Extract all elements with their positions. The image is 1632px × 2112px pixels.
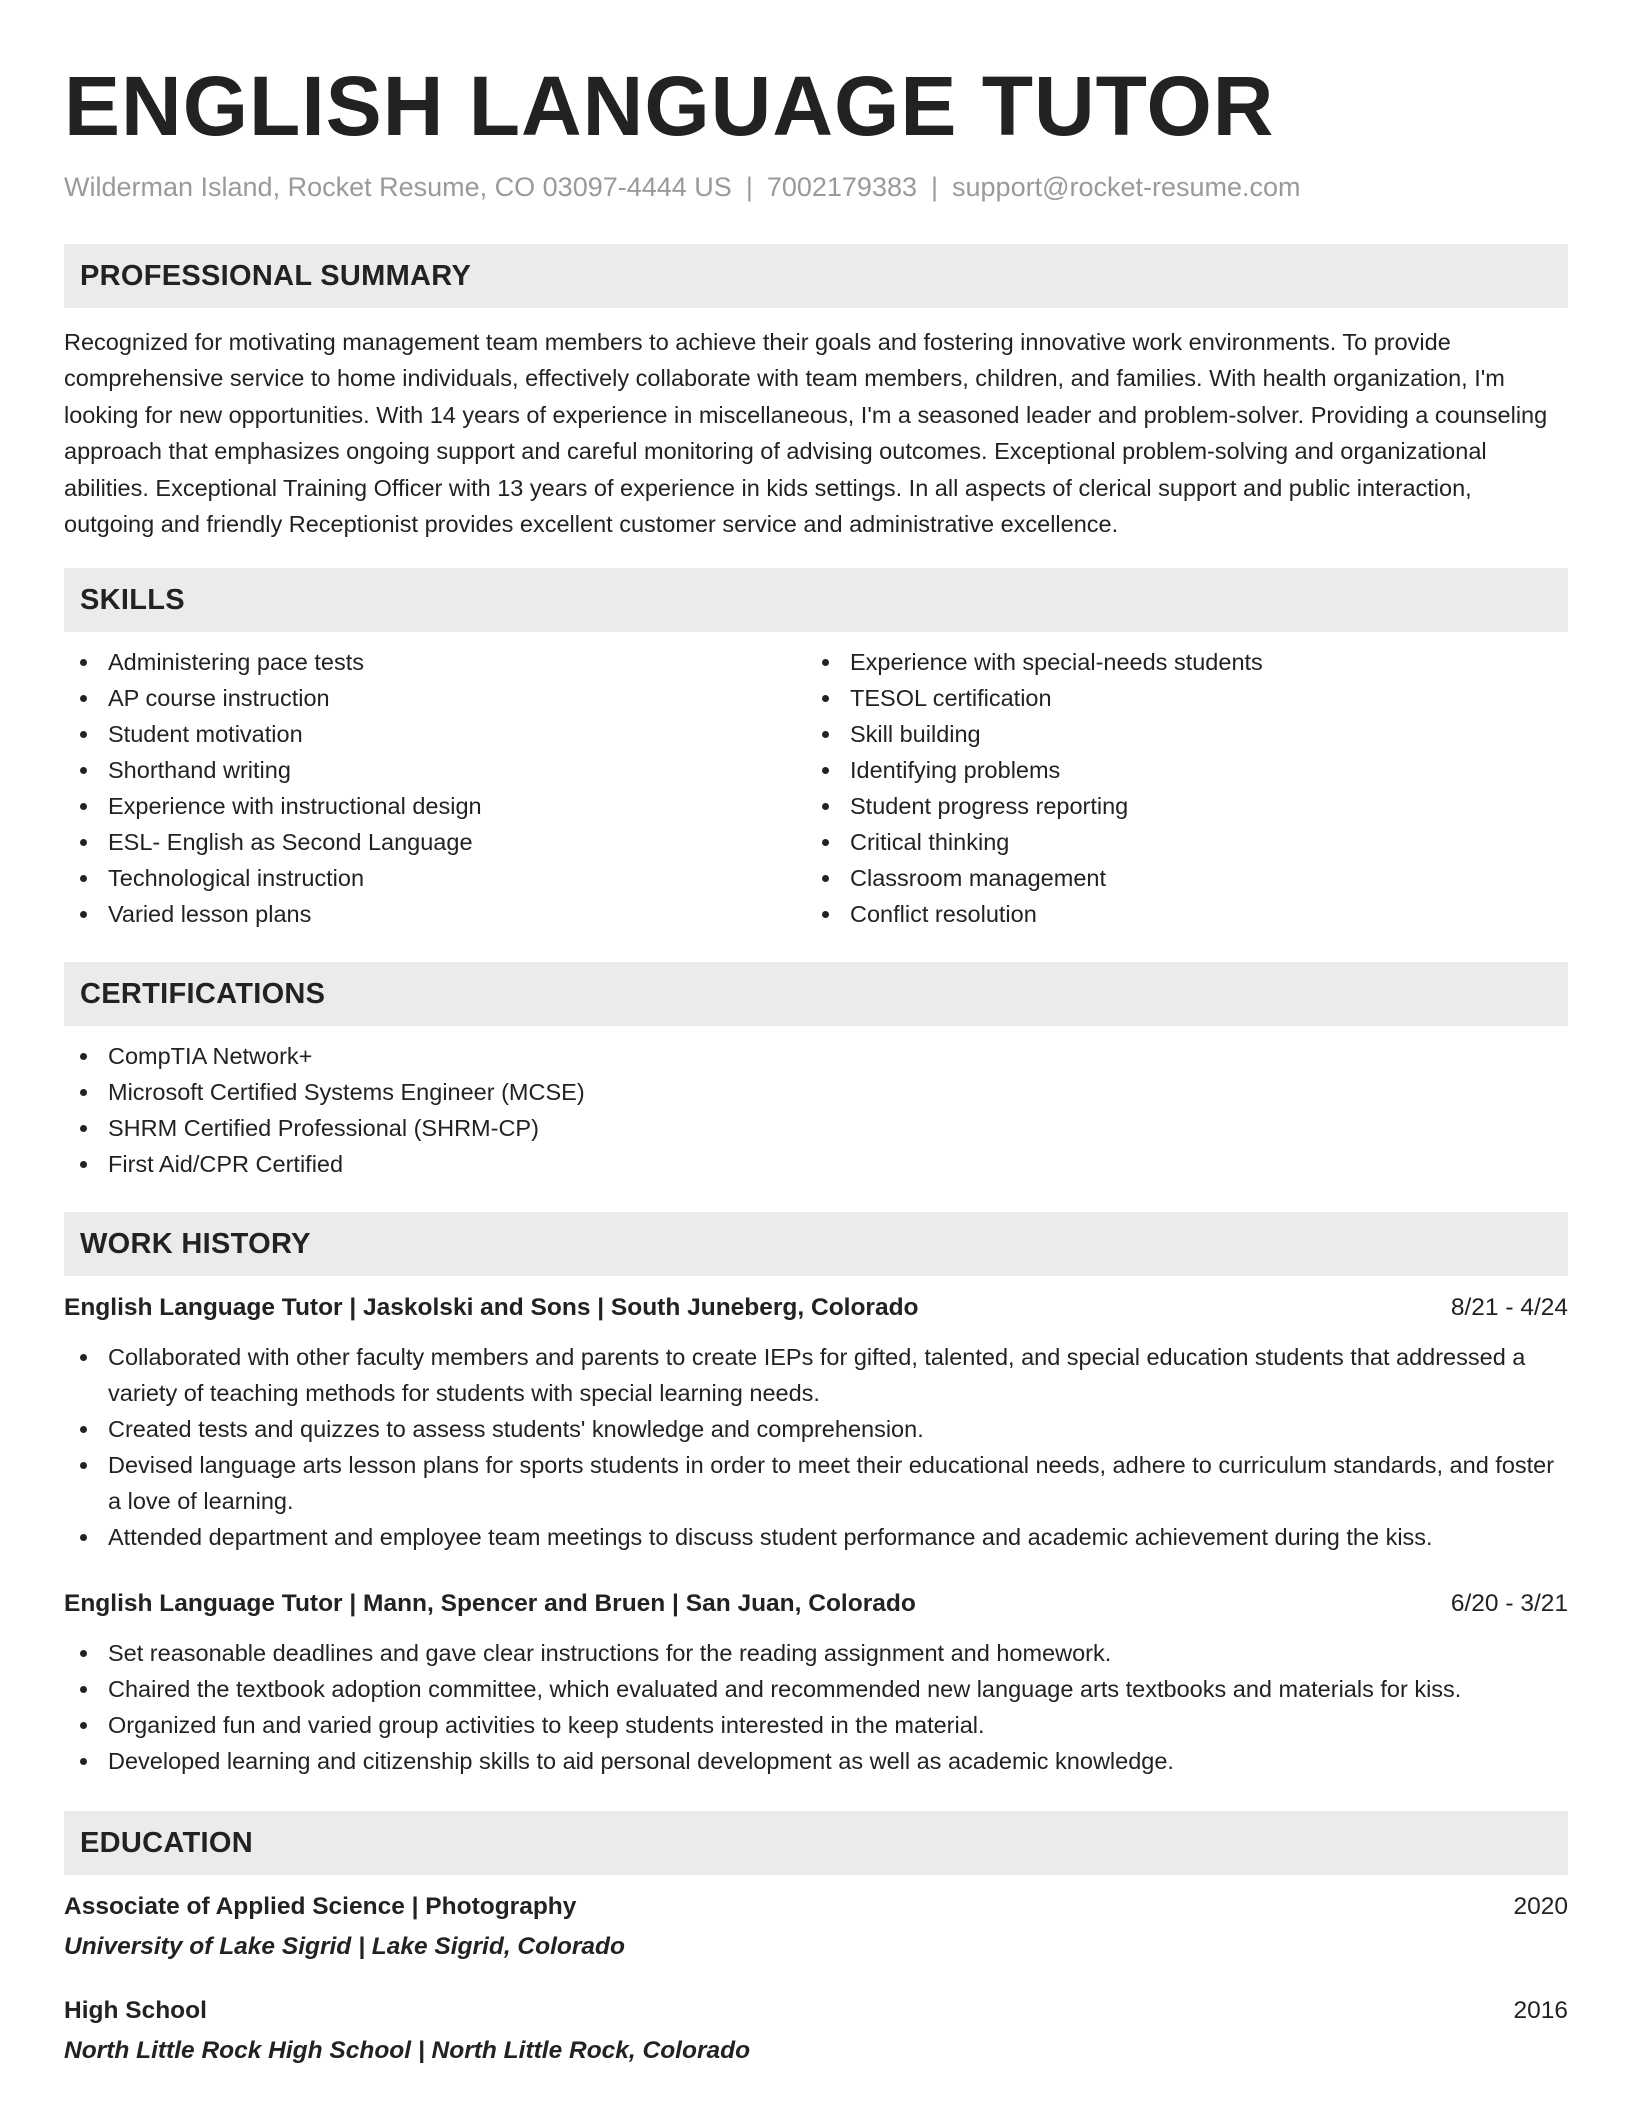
skill-item: Varied lesson plans bbox=[64, 896, 806, 932]
job-bullets bbox=[64, 1635, 1568, 1779]
certification-item: SHRM Certified Professional (SHRM-CP) bbox=[64, 1110, 1568, 1146]
contact-phone: 7002179383 bbox=[766, 172, 917, 202]
job-bullet: Chaired the textbook adoption committee, which evaluated and recommended new language arts textbooks and materials for kiss. bbox=[64, 1671, 1568, 1707]
education-header bbox=[64, 1994, 1568, 2028]
job-bullet: Set reasonable deadlines and gave clear instructions for the reading assignment and homework. bbox=[64, 1635, 1568, 1671]
job-title: English Language Tutor | Jaskolski and Sons | South Juneberg, Colorado bbox=[64, 1294, 919, 1322]
job-title: English Language Tutor | Mann, Spencer and Bruen | San Juan, Colorado bbox=[64, 1590, 916, 1618]
job-entry bbox=[64, 1291, 1568, 1555]
certification-item: Microsoft Certified Systems Engineer (MCSE) bbox=[64, 1074, 1568, 1110]
skill-item: Experience with instructional design bbox=[64, 788, 806, 824]
education-entry bbox=[64, 1994, 1568, 2068]
certifications-heading: CERTIFICATIONS bbox=[64, 962, 1568, 1026]
skill-item: Critical thinking bbox=[806, 824, 1548, 860]
skills-heading: SKILLS bbox=[64, 568, 1568, 632]
contact-address: Wilderman Island, Rocket Resume, CO 03097-4444 US bbox=[64, 172, 732, 202]
summary-text: Recognized for motivating management team members to achieve their goals and fostering innovative work environments. To provide comprehensive service to home individuals, effectively collaborate with team members, children, and families. With health organization, I'm looking for new opportunities. With 14 years of experience in miscellaneous, I'm a seasoned leader and problem-solver. Providing a counseling approach that emphasizes ongoing support and careful monitoring of advising outcomes. Exceptional problem-solving and organizational abilities. Exceptional Training Officer with 13 years of experience in kids settings. In all aspects of clerical support and public interaction, outgoing and friendly Receptionist provides excellent customer service and administrative excellence. bbox=[64, 329, 1548, 538]
job-header bbox=[64, 1587, 1568, 1621]
skill-item: Administering pace tests bbox=[64, 644, 806, 680]
contact-separator: | bbox=[745, 172, 753, 202]
education-year: 2016 bbox=[1513, 1997, 1568, 2025]
skill-item: AP course instruction bbox=[64, 680, 806, 716]
summary-heading: PROFESSIONAL SUMMARY bbox=[64, 244, 1568, 308]
job-dates: 6/20 - 3/21 bbox=[1450, 1590, 1568, 1618]
education-school: University of Lake Sigrid | Lake Sigrid, Colorado bbox=[64, 1933, 625, 1961]
skill-item: Skill building bbox=[806, 716, 1548, 752]
skill-item: Classroom management bbox=[806, 860, 1548, 896]
skill-item: ESL- English as Second Language bbox=[64, 824, 806, 860]
job-entry bbox=[64, 1587, 1568, 1779]
job-bullet: Devised language arts lesson plans for sports students in order to meet their educational needs, adhere to curriculum standards, and foster a love of learning. bbox=[64, 1447, 1568, 1519]
skill-item: Student progress reporting bbox=[806, 788, 1548, 824]
skills-left-column bbox=[64, 644, 806, 932]
job-header bbox=[64, 1291, 1568, 1325]
skill-item: Student motivation bbox=[64, 716, 806, 752]
certification-item: CompTIA Network+ bbox=[64, 1038, 1568, 1074]
certifications-list bbox=[64, 1038, 1568, 1182]
education-year: 2020 bbox=[1513, 1893, 1568, 1921]
job-bullet: Attended department and employee team meetings to discuss student performance and academic achievement during the kiss. bbox=[64, 1519, 1568, 1555]
skill-item: Technological instruction bbox=[64, 860, 806, 896]
job-bullets bbox=[64, 1339, 1568, 1555]
contact-separator: | bbox=[931, 172, 939, 202]
education-degree: High School bbox=[64, 1997, 207, 2025]
skills-grid bbox=[64, 644, 1568, 932]
skills-right-column bbox=[806, 644, 1548, 932]
certification-item: First Aid/CPR Certified bbox=[64, 1146, 1568, 1182]
resume-title: ENGLISH LANGUAGE TUTOR bbox=[64, 59, 1275, 153]
job-bullet: Collaborated with other faculty members and parents to create IEPs for gifted, talented, and special education students that addressed a variety of teaching methods for students with special learning needs. bbox=[64, 1339, 1568, 1411]
job-bullet: Created tests and quizzes to assess students' knowledge and comprehension. bbox=[64, 1411, 1568, 1447]
contact-email: support@rocket-resume.com bbox=[952, 172, 1301, 202]
skill-item: TESOL certification bbox=[806, 680, 1548, 716]
contact-line bbox=[64, 170, 1568, 204]
work-history-heading: WORK HISTORY bbox=[64, 1212, 1568, 1276]
education-heading: EDUCATION bbox=[64, 1811, 1568, 1875]
skill-item: Identifying problems bbox=[806, 752, 1548, 788]
education-header bbox=[64, 1890, 1568, 1924]
skill-item: Shorthand writing bbox=[64, 752, 806, 788]
education-degree: Associate of Applied Science | Photography bbox=[64, 1893, 577, 1921]
job-bullet: Developed learning and citizenship skills to aid personal development as well as academic knowledge. bbox=[64, 1743, 1568, 1779]
skill-item: Experience with special-needs students bbox=[806, 644, 1548, 680]
education-school: North Little Rock High School | North Little Rock, Colorado bbox=[64, 2037, 751, 2065]
job-bullet: Organized fun and varied group activities to keep students interested in the material. bbox=[64, 1707, 1568, 1743]
skill-item: Conflict resolution bbox=[806, 896, 1548, 932]
job-dates: 8/21 - 4/24 bbox=[1450, 1294, 1568, 1322]
resume-page bbox=[64, 0, 1568, 2068]
education-entry bbox=[64, 1890, 1568, 1964]
